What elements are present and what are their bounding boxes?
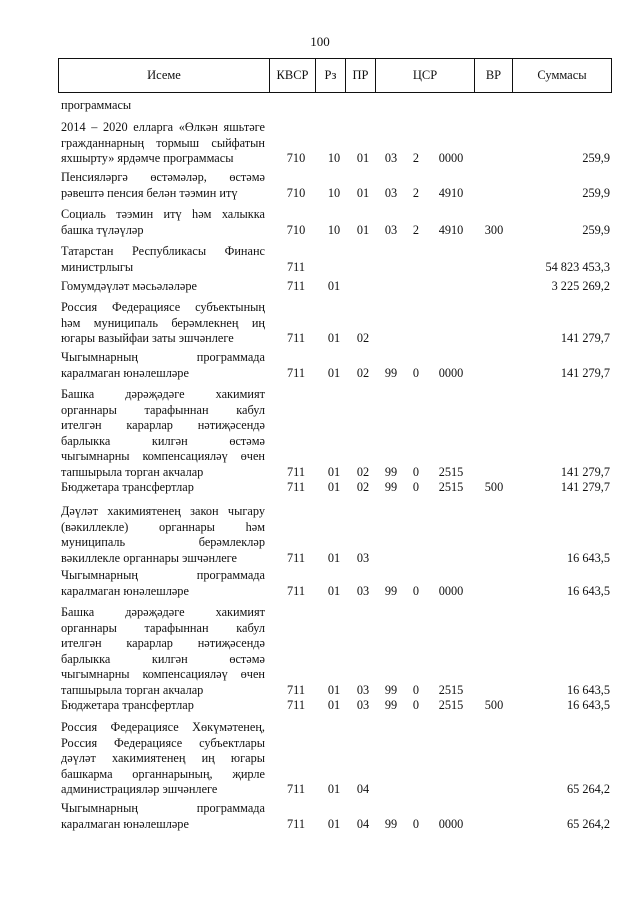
amount-cell: 259,9 xyxy=(582,151,610,165)
csr-direction-cell: 0000 xyxy=(438,151,464,165)
pr-cell: 04 xyxy=(356,782,370,796)
kvsr-cell: 711 xyxy=(287,464,305,479)
csr-subprogram-cell: 0 xyxy=(412,698,420,712)
rz-cell: 10 xyxy=(327,185,341,200)
rz-cell: 01 xyxy=(327,782,341,796)
amount-cell: 141 279,7 xyxy=(560,365,610,380)
amount-cell: 259,9 xyxy=(582,185,610,200)
kvsr-cell: 711 xyxy=(287,259,305,274)
csr-direction-cell: 2515 xyxy=(438,480,464,494)
rz-cell: 01 xyxy=(327,331,341,345)
kvsr-cell: 710 xyxy=(286,185,306,200)
rz-cell: 10 xyxy=(327,151,341,165)
pr-cell: 02 xyxy=(356,331,370,345)
rz-cell: 01 xyxy=(327,583,341,598)
row-name xyxy=(61,698,265,714)
kvsr-cell: 711 xyxy=(287,782,305,796)
row-name-line: тапшырыла торган акчалар xyxy=(61,464,204,479)
row-name-line: чыгымнарны компенсацияләү өчен xyxy=(61,449,265,463)
row-name-line: Россия Федерациясе субъектының xyxy=(61,300,265,314)
row-name xyxy=(61,120,265,167)
column-header-kvsr: КВСР xyxy=(270,59,316,92)
row-name-line: яхшырту» ярдәмче программасы xyxy=(61,151,234,165)
row-name-line: барлыкка килгән өстәмә xyxy=(61,433,265,448)
column-header-rz: Рз xyxy=(316,59,346,92)
row-name-line: каралмаган юнәлешләре xyxy=(61,816,189,831)
rz-cell: 01 xyxy=(327,480,341,494)
csr-subprogram-cell: 2 xyxy=(412,185,420,200)
amount-cell: 141 279,7 xyxy=(560,464,610,479)
csr-program-cell: 03 xyxy=(384,222,398,237)
csr-program-cell: 99 xyxy=(384,816,398,831)
rz-cell: 10 xyxy=(327,222,341,237)
vr-cell: 500 xyxy=(484,480,504,494)
row-name xyxy=(61,207,265,238)
row-name-line: чыгымнарны компенсацияләү өчен xyxy=(61,667,265,681)
csr-direction-cell: 0000 xyxy=(438,816,464,831)
pr-cell: 03 xyxy=(356,698,370,712)
rz-cell: 01 xyxy=(327,279,341,293)
row-name-line: Башка дәрәҗәдәге хакимият xyxy=(61,605,265,619)
row-name-line: югары вазыйфаи заты эшчәнлеге xyxy=(61,331,234,345)
pr-cell: 01 xyxy=(356,222,370,237)
csr-program-cell: 99 xyxy=(384,682,398,697)
row-name-line: каралмаган юнәлешләре xyxy=(61,583,189,598)
row-name-line: һәм муниципаль берәмлекнең иң xyxy=(61,315,265,330)
amount-cell: 259,9 xyxy=(582,222,610,237)
row-name xyxy=(61,244,265,275)
csr-program-cell: 99 xyxy=(384,464,398,479)
row-name-line: 2014 – 2020 елларга «Өлкән яшьтәге xyxy=(61,120,265,134)
pr-cell: 02 xyxy=(356,480,370,494)
amount-cell: 16 643,5 xyxy=(566,698,610,712)
row-name-line: ителгән карарлар нәтиҗәсендә xyxy=(61,636,265,650)
csr-subprogram-cell: 0 xyxy=(412,583,420,598)
csr-direction-cell: 2515 xyxy=(438,464,464,479)
rz-cell: 01 xyxy=(327,464,341,479)
rz-cell: 01 xyxy=(327,816,341,831)
pr-cell: 03 xyxy=(356,682,370,697)
row-name xyxy=(61,605,265,698)
amount-cell: 65 264,2 xyxy=(566,782,610,796)
pr-cell: 01 xyxy=(356,185,370,200)
row-name-line: муниципаль берәмлекләр xyxy=(61,535,265,549)
row-name-line: Россия Федерациясе Хөкүмәтенең, xyxy=(61,720,265,734)
csr-subprogram-cell: 0 xyxy=(412,682,420,697)
kvsr-cell: 711 xyxy=(287,682,305,697)
row-name-line: Россия Федерациясе субъектлары xyxy=(61,735,265,750)
csr-subprogram-cell: 0 xyxy=(412,480,420,494)
amount-cell: 141 279,7 xyxy=(560,331,610,345)
pr-cell: 02 xyxy=(356,464,370,479)
csr-direction-cell: 0000 xyxy=(438,583,464,598)
rz-cell: 01 xyxy=(327,550,341,565)
row-name-line: министрлыгы xyxy=(61,259,134,274)
row-name xyxy=(61,387,265,480)
row-name xyxy=(61,279,265,295)
row-name-line: башка түләүләр xyxy=(61,222,144,237)
row-name-line: Бюджетара трансфертлар xyxy=(61,480,194,494)
amount-cell: 3 225 269,2 xyxy=(551,279,610,293)
vr-cell: 500 xyxy=(484,698,504,712)
column-header-amount: Суммасы xyxy=(537,68,587,82)
csr-program-cell: 03 xyxy=(384,185,398,200)
amount-cell: 16 643,5 xyxy=(566,682,610,697)
pr-cell: 02 xyxy=(356,365,370,380)
row-name-line: Чыгымнарның программада xyxy=(61,568,265,582)
row-name-line: Гомумдәүләт мәсьәләләре xyxy=(61,279,197,293)
csr-direction-cell: 2515 xyxy=(438,682,464,697)
row-name xyxy=(61,801,265,832)
row-name xyxy=(61,98,265,114)
column-header-vr: ВР xyxy=(475,59,513,92)
csr-program-cell: 99 xyxy=(384,480,398,494)
row-name-line: дәүләт хакимиятенең иң югары xyxy=(61,751,265,765)
row-name-line: Башка дәрәҗәдәге хакимият xyxy=(61,387,265,401)
pr-cell: 04 xyxy=(356,816,370,831)
rz-cell: 01 xyxy=(327,682,341,697)
kvsr-cell: 711 xyxy=(287,583,305,598)
row-name xyxy=(61,350,265,381)
csr-program-cell: 99 xyxy=(384,583,398,598)
kvsr-cell: 711 xyxy=(287,816,305,831)
row-name-line: вәкиллекле органнары эшчәнлеге xyxy=(61,550,237,565)
row-name-line: органнары тарафыннан кабул xyxy=(61,402,265,417)
pr-cell: 03 xyxy=(356,583,370,598)
row-name-line: рәвештә пенсия белән тәэмин итү xyxy=(61,185,238,200)
amount-cell: 16 643,5 xyxy=(566,583,610,598)
csr-direction-cell: 4910 xyxy=(438,222,464,237)
kvsr-cell: 710 xyxy=(286,151,306,165)
csr-direction-cell: 4910 xyxy=(438,185,464,200)
kvsr-cell: 711 xyxy=(287,550,305,565)
row-name xyxy=(61,300,265,347)
kvsr-cell: 711 xyxy=(287,698,305,712)
amount-cell: 54 823 453,3 xyxy=(545,259,610,274)
csr-direction-cell: 0000 xyxy=(438,365,464,380)
csr-subprogram-cell: 2 xyxy=(412,151,420,165)
row-name xyxy=(61,170,265,201)
kvsr-cell: 711 xyxy=(287,331,305,345)
rz-cell: 01 xyxy=(327,698,341,712)
row-name-line: Социаль тәэмин итү һәм халыкка xyxy=(61,207,265,221)
vr-cell: 300 xyxy=(484,222,504,237)
amount-cell: 141 279,7 xyxy=(560,480,610,494)
row-name-line: (вәкиллекле) органнары һәм xyxy=(61,519,265,534)
pr-cell: 01 xyxy=(356,151,370,165)
row-name-line: Пенсияләргә өстәмәләр, өстәмә xyxy=(61,170,265,184)
amount-cell: 16 643,5 xyxy=(566,550,610,565)
column-header-name: Исеме xyxy=(59,59,270,92)
csr-program-cell: 99 xyxy=(384,698,398,712)
row-name-line: барлыкка килгән өстәмә xyxy=(61,651,265,666)
row-name-line: башкарма органнарының, җирле xyxy=(61,766,265,781)
kvsr-cell: 711 xyxy=(287,480,305,494)
csr-direction-cell: 2515 xyxy=(438,698,464,712)
row-name xyxy=(61,568,265,599)
row-name xyxy=(61,480,265,496)
row-name-line: Бюджетара трансфертлар xyxy=(61,698,194,712)
pr-cell: 03 xyxy=(356,550,370,565)
row-name xyxy=(61,504,265,566)
amount-cell: 65 264,2 xyxy=(566,816,610,831)
row-name-line: каралмаган юнәлешләре xyxy=(61,365,189,380)
kvsr-cell: 711 xyxy=(287,365,305,380)
row-name-line: гражданнарның тормыш сыйфатын xyxy=(61,135,265,150)
column-header-csr: ЦСР xyxy=(376,59,475,92)
csr-program-cell: 03 xyxy=(384,151,398,165)
row-name-line: Чыгымнарның программада xyxy=(61,350,265,364)
csr-subprogram-cell: 0 xyxy=(412,464,420,479)
row-name-line: органнары тарафыннан кабул xyxy=(61,620,265,635)
row-name-line: тапшырыла торган акчалар xyxy=(61,682,204,697)
csr-subprogram-cell: 2 xyxy=(412,222,420,237)
column-header-pr: ПР xyxy=(346,59,376,92)
csr-subprogram-cell: 0 xyxy=(412,365,420,380)
row-name-line: Дәүләт хакимиятенең закон чыгару xyxy=(61,504,265,518)
csr-program-cell: 99 xyxy=(384,365,398,380)
kvsr-cell: 710 xyxy=(286,222,306,237)
row-name-line: администрацияләр эшчәнлеге xyxy=(61,782,218,796)
rz-cell: 01 xyxy=(327,365,341,380)
row-name-line: ителгән карарлар нәтиҗәсендә xyxy=(61,418,265,432)
row-name-line: Татарстан Республикасы Финанс xyxy=(61,244,265,258)
kvsr-cell: 711 xyxy=(287,279,305,293)
row-name-line: Чыгымнарның программада xyxy=(61,801,265,815)
page-number: 100 xyxy=(310,34,330,49)
row-name-line: программасы xyxy=(61,98,132,112)
row-name xyxy=(61,720,265,798)
csr-subprogram-cell: 0 xyxy=(412,816,420,831)
